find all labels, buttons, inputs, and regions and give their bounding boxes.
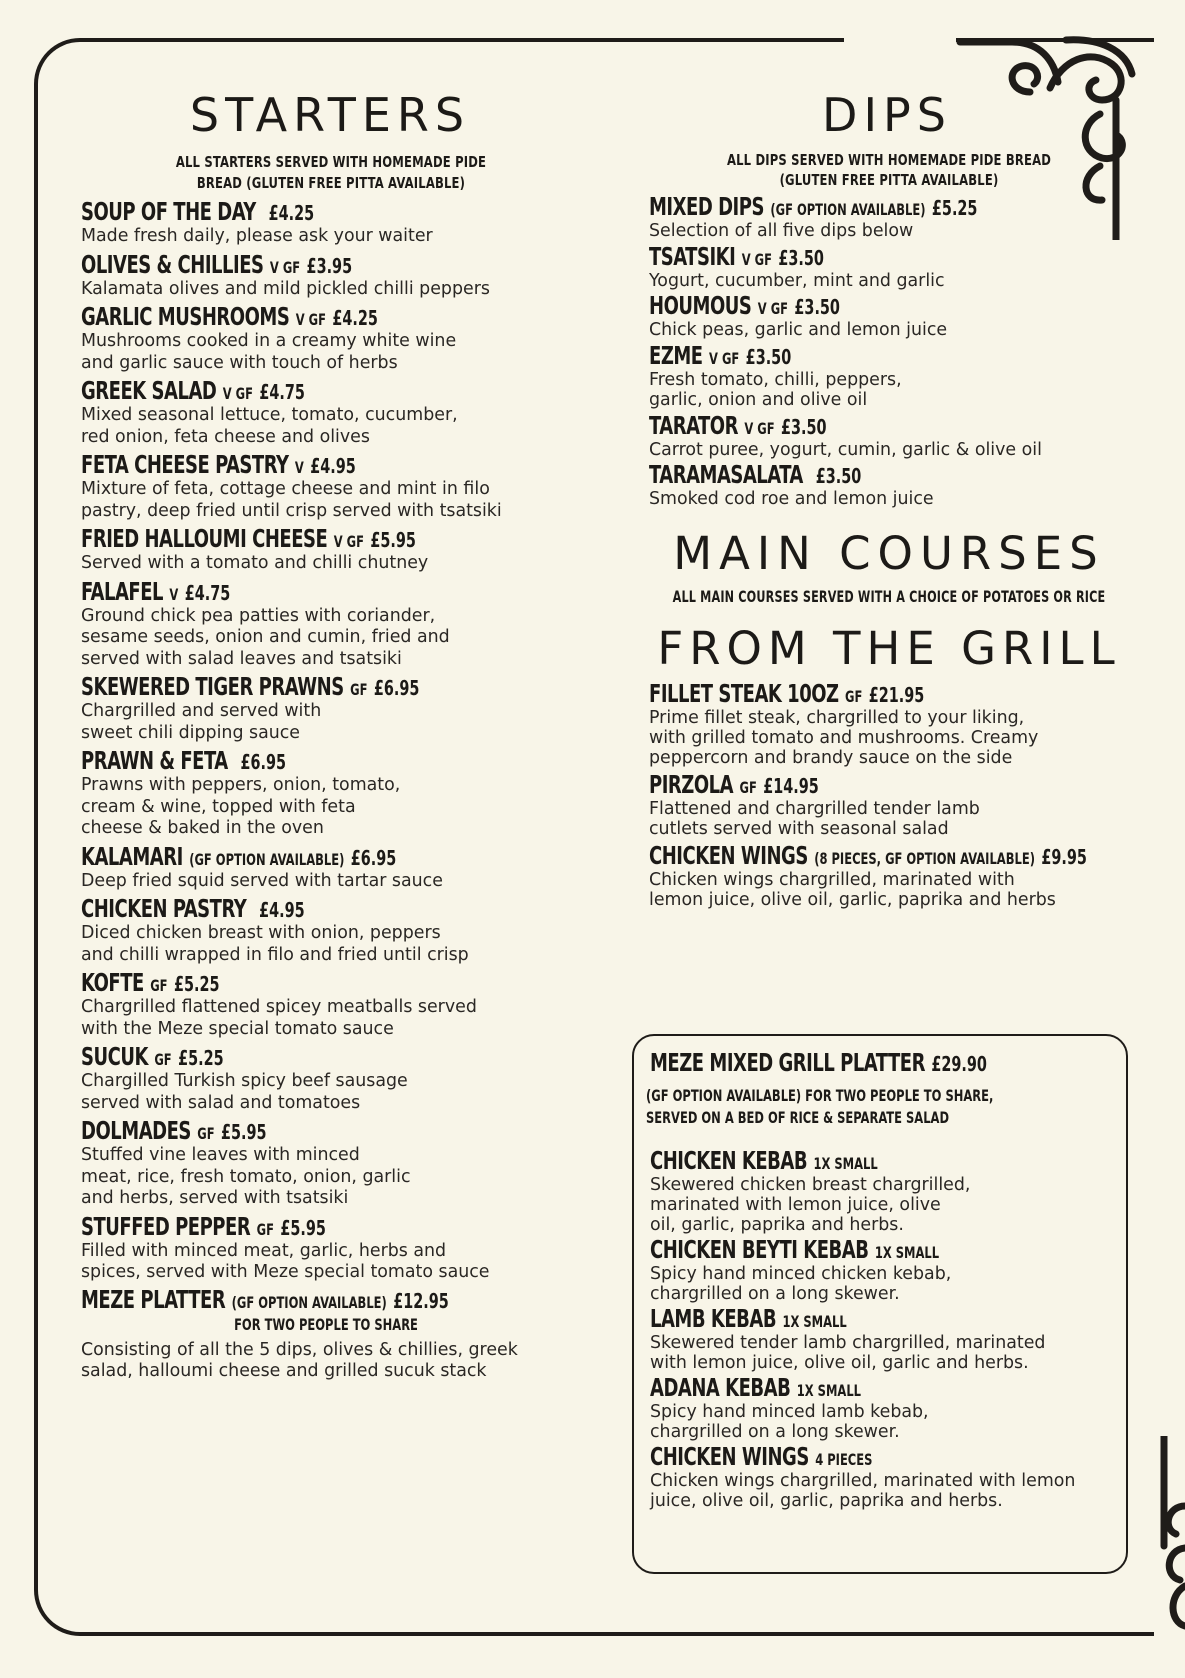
menu-item	[650, 1146, 1120, 1235]
item-name: SOUP OF THE DAY	[81, 197, 256, 226]
mixed-grill-platter-box	[632, 1034, 1128, 1574]
item-desc: Made fresh daily, please ask your waiter	[81, 226, 433, 246]
item-name: MEZE PLATTER	[81, 1284, 226, 1314]
item-desc: Deep fried squid served with tartar sauce	[81, 870, 443, 891]
menu-item	[81, 842, 581, 893]
item-tags: V GF	[709, 348, 740, 368]
item-desc: Carrot puree, yogurt, cumin, garlic & olive oil	[649, 439, 1042, 460]
item-desc: Ground chick pea patties with coriander, sesame seeds, onion and cumin, fried and served with salad leaves and tsatsiki	[81, 605, 450, 669]
mixed-grill-name: MEZE MIXED GRILL PLATTER	[650, 1048, 925, 1077]
item-heading	[649, 460, 1129, 489]
item-tags: 1X SMALL	[782, 1312, 847, 1331]
item-price: £4.75	[259, 380, 305, 404]
item-tags: V GF	[333, 532, 364, 551]
item-desc: Chick peas, garlic and lemon juice	[649, 320, 948, 340]
item-desc: Smoked cod roe and lemon juice	[649, 489, 934, 509]
starters-section	[81, 88, 581, 1383]
item-price: £12.95	[393, 1288, 449, 1313]
item-tags: (8 PIECES, GF OPTION AVAILABLE)	[814, 848, 1035, 868]
item-name: DOLMADES	[81, 1116, 191, 1145]
item-price: £6.95	[240, 750, 287, 774]
item-heading	[650, 1304, 1120, 1333]
item-desc: Chargrilled flattened spicey meatballs served with the Meze special tomato sauce	[81, 997, 477, 1039]
item-heading	[81, 577, 581, 606]
grill-list	[649, 679, 1129, 910]
item-tags: GF	[350, 680, 368, 699]
item-name: FILLET STEAK 10OZ	[649, 678, 839, 708]
item-tags: 1X SMALL	[796, 1381, 861, 1400]
item-price: £5.95	[370, 528, 416, 552]
item-tags: 1X SMALL	[874, 1243, 940, 1262]
dips-title: DIPS	[822, 88, 952, 142]
dips-list	[649, 192, 1129, 510]
menu-item	[81, 577, 581, 671]
item-desc: Mixture of feta, cottage cheese and mint in filo pastry, deep fried until crisp served with tsatsiki	[81, 479, 502, 521]
item-price: £5.95	[221, 1120, 267, 1144]
menu-item	[81, 894, 581, 966]
item-name: SKEWERED TIGER PRAWNS	[81, 672, 344, 701]
item-name: CHICKEN BEYTI KEBAB	[650, 1235, 869, 1264]
menu-item	[650, 1304, 1120, 1373]
item-desc: Fresh tomato, chilli, peppers, garlic, onion and olive oil	[649, 369, 902, 410]
item-heading	[650, 1235, 1120, 1264]
menu-item	[81, 672, 581, 744]
item-price: £4.75	[184, 580, 231, 605]
item-heading	[649, 411, 1129, 440]
item-heading	[649, 192, 1129, 221]
item-name: CHICKEN WINGS	[650, 1442, 809, 1471]
item-price: £6.95	[373, 676, 420, 700]
item-name: FRIED HALLOUMI CHEESE	[81, 524, 328, 553]
menu-item	[649, 341, 1129, 411]
item-desc: Skewered chicken breast chargrilled, marinated with lemon juice, olive oil, garlic, paprika and herbs.	[650, 1175, 971, 1235]
item-tags: GF	[150, 976, 168, 995]
item-price: £3.50	[794, 295, 840, 319]
item-heading	[649, 841, 1129, 870]
menu-item	[81, 1116, 581, 1210]
menu-item	[81, 968, 581, 1040]
item-tags: 4 PIECES	[815, 1450, 873, 1469]
starters-title: STARTERS	[189, 88, 471, 142]
item-tags: GF	[154, 1050, 172, 1069]
menu-item	[81, 524, 581, 575]
menu-item	[81, 250, 581, 301]
item-name: ADANA KEBAB	[650, 1373, 791, 1402]
menu-item	[650, 1442, 1120, 1511]
item-tags: (GF OPTION AVAILABLE)	[231, 1292, 387, 1312]
item-desc: Prime fillet steak, chargrilled to your liking, with grilled tomato and mushrooms. Creamy peppercorn and brandy sauce on the side	[649, 707, 1039, 768]
item-desc: Chicken wings chargrilled, marinated with lemon juice, olive oil, garlic, paprika and herbs.	[650, 1471, 1076, 1511]
item-name: MIXED DIPS	[649, 192, 764, 221]
item-heading	[81, 450, 581, 479]
menu-item	[649, 460, 1129, 510]
item-name: GREEK SALAD	[81, 376, 217, 405]
item-price: £5.25	[931, 196, 978, 220]
item-desc: Diced chicken breast with onion, peppers and chilli wrapped in filo and fried until crisp	[81, 923, 469, 965]
starters-list	[81, 197, 581, 1284]
item-price: £21.95	[868, 682, 925, 707]
item-name: LAMB KEBAB	[650, 1304, 777, 1333]
item-name: KALAMARI	[81, 841, 183, 871]
menu-item	[649, 841, 1129, 910]
item-price: £5.95	[280, 1215, 326, 1240]
item-tags: V GF	[222, 384, 253, 403]
mixed-grill-heading	[650, 1048, 1120, 1077]
item-desc: Spicy hand minced chicken kebab, chargrilled on a long skewer.	[650, 1264, 952, 1304]
item-price: £4.25	[268, 201, 315, 225]
mixed-grill-note-1: (GF OPTION AVAILABLE) FOR TWO PEOPLE TO SHARE,	[646, 1086, 994, 1105]
mixed-grill-list	[650, 1146, 1120, 1511]
meze-platter-item	[81, 1285, 581, 1383]
item-desc: Selection of all five dips below	[649, 221, 914, 241]
item-tags: V GF	[295, 310, 326, 329]
item-tags: V	[169, 584, 179, 604]
item-tags: V	[294, 458, 304, 477]
scroll-ornament-bottom-right	[1140, 1436, 1185, 1636]
item-heading	[649, 770, 1129, 799]
item-name: CHICKEN WINGS	[649, 840, 808, 870]
item-desc: Skewered tender lamb chargrilled, marinated with lemon juice, olive oil, garlic and herbs.	[650, 1333, 1046, 1373]
menu-item	[81, 302, 581, 374]
item-price: £3.50	[780, 414, 827, 439]
menu-item	[649, 291, 1129, 341]
item-heading	[81, 672, 581, 701]
item-heading	[649, 242, 1129, 271]
item-name: OLIVES & CHILLIES	[81, 249, 264, 279]
item-desc: Mixed seasonal lettuce, tomato, cucumber, red onion, feta cheese and olives	[81, 405, 458, 447]
item-desc: Chargilled Turkish spicy beef sausage served with salad and tomatoes	[81, 1071, 408, 1113]
item-name: TSATSIKI	[649, 241, 736, 271]
item-tags: V GF	[744, 418, 775, 438]
item-price: £5.25	[173, 972, 220, 996]
item-name: KOFTE	[81, 968, 144, 997]
item-heading	[81, 746, 581, 775]
main-courses-note: ALL MAIN COURSES SERVED WITH A CHOICE OF POTATOES OR RICE	[672, 586, 1106, 606]
item-tags: GF	[197, 1124, 215, 1143]
mixed-grill-note-2: SERVED ON A BED OF RICE & SEPARATE SALAD	[646, 1108, 950, 1127]
item-name: FETA CHEESE PASTRY	[81, 450, 289, 479]
item-name: TARAMASALATA	[649, 460, 803, 489]
item-heading	[81, 250, 581, 279]
menu-item	[649, 411, 1129, 461]
main-courses-title: MAIN COURSES	[673, 526, 1105, 580]
item-heading	[81, 842, 581, 871]
item-price: £4.95	[259, 898, 305, 922]
from-the-grill-title: FROM THE GRILL	[657, 621, 1121, 675]
item-price: £14.95	[763, 773, 819, 798]
item-heading	[81, 302, 581, 331]
menu-item	[81, 746, 581, 840]
menu-item	[81, 1042, 581, 1114]
item-tags: (GF OPTION AVAILABLE)	[770, 200, 926, 219]
item-price: £3.95	[306, 253, 353, 278]
item-tags: GF	[845, 686, 863, 706]
item-desc: Consisting of all the 5 dips, olives & chillies, greek salad, halloumi cheese and grilled sucuk stack	[81, 1339, 518, 1381]
item-heading	[649, 341, 1129, 370]
menu-item	[649, 242, 1129, 292]
item-desc: Filled with minced meat, garlic, herbs and spices, served with Meze special tomato sauce	[81, 1240, 490, 1282]
item-heading	[81, 894, 581, 923]
item-name: HOUMOUS	[649, 291, 752, 320]
item-heading	[81, 1042, 581, 1071]
item-heading	[81, 197, 581, 226]
item-heading	[649, 679, 1129, 708]
item-desc: Kalamata olives and mild pickled chilli peppers	[81, 278, 490, 299]
item-name: PRAWN & FETA	[81, 746, 228, 775]
menu-item	[81, 1212, 581, 1284]
item-tags: V GF	[741, 249, 772, 269]
item-tags: V GF	[269, 257, 301, 277]
item-heading	[650, 1373, 1120, 1402]
item-price: £5.25	[178, 1046, 224, 1070]
menu-item	[649, 679, 1129, 768]
item-desc: Chicken wings chargrilled, marinated with lemon juice, olive oil, garlic, paprika and herbs	[649, 869, 1056, 910]
menu-item	[81, 376, 581, 448]
item-price: £4.95	[310, 454, 356, 478]
right-column	[649, 88, 1129, 910]
item-desc: Chargrilled and served with sweet chili dipping sauce	[81, 701, 322, 743]
menu-item	[650, 1235, 1120, 1304]
item-price: £4.25	[332, 306, 378, 330]
platter-subnote: FOR TWO PEOPLE TO SHARE	[234, 1314, 418, 1334]
item-tags: GF	[739, 777, 757, 797]
menu-item	[649, 192, 1129, 242]
menu-item	[650, 1373, 1120, 1442]
item-name: CHICKEN KEBAB	[650, 1146, 808, 1175]
item-desc: Mushrooms cooked in a creamy white wine and garlic sauce with touch of herbs	[81, 331, 457, 373]
item-desc: Served with a tomato and chilli chutney	[81, 553, 429, 573]
dips-note: ALL DIPS SERVED WITH HOMEMADE PIDE BREAD (GLUTEN FREE PITTA AVAILABLE)	[726, 151, 1052, 189]
mixed-grill-price: £29.90	[931, 1052, 987, 1076]
item-tags: 1X SMALL	[813, 1154, 878, 1173]
item-name: PIRZOLA	[649, 769, 734, 799]
item-heading	[650, 1146, 1120, 1175]
item-name: SUCUK	[81, 1042, 148, 1071]
item-heading	[81, 1212, 581, 1241]
item-price: £3.50	[815, 464, 862, 488]
item-heading	[649, 291, 1129, 320]
item-name: EZME	[649, 340, 703, 370]
item-desc: Flattened and chargrilled tender lamb cutlets served with seasonal salad	[649, 798, 980, 839]
item-heading	[81, 968, 581, 997]
frame-gap	[844, 34, 956, 44]
menu-item	[649, 770, 1129, 839]
menu-item	[81, 197, 581, 248]
item-desc: Yogurt, cucumber, mint and garlic	[649, 270, 945, 291]
item-desc: Stuffed vine leaves with minced meat, rice, fresh tomato, onion, garlic and herbs, served with tsatsiki	[81, 1145, 411, 1208]
item-heading	[81, 524, 581, 553]
item-desc: Prawns with peppers, onion, tomato, cream & wine, topped with feta cheese & baked in the oven	[81, 775, 401, 838]
item-tags: V GF	[757, 299, 789, 318]
item-name: CHICKEN PASTRY	[81, 894, 247, 923]
item-price: £3.50	[745, 344, 792, 369]
starters-note: ALL STARTERS SERVED WITH HOMEMADE PIDE BREAD (GLUTEN FREE PITTA AVAILABLE)	[175, 153, 487, 192]
item-desc: Spicy hand minced lamb kebab, chargrilled on a long skewer.	[650, 1402, 929, 1442]
item-price: £3.50	[778, 245, 824, 270]
item-name: GARLIC MUSHROOMS	[81, 302, 290, 331]
item-name: TARATOR	[649, 410, 738, 440]
item-price: £6.95	[350, 845, 397, 870]
item-name: STUFFED PEPPER	[81, 1211, 251, 1241]
item-heading	[81, 1116, 581, 1145]
item-heading	[650, 1442, 1120, 1471]
item-tags: GF	[256, 1219, 274, 1239]
menu-item	[81, 450, 581, 522]
item-price: £9.95	[1041, 844, 1087, 869]
item-name: FALAFEL	[81, 576, 164, 606]
item-heading	[81, 376, 581, 405]
item-tags: (GF OPTION AVAILABLE)	[189, 849, 345, 869]
